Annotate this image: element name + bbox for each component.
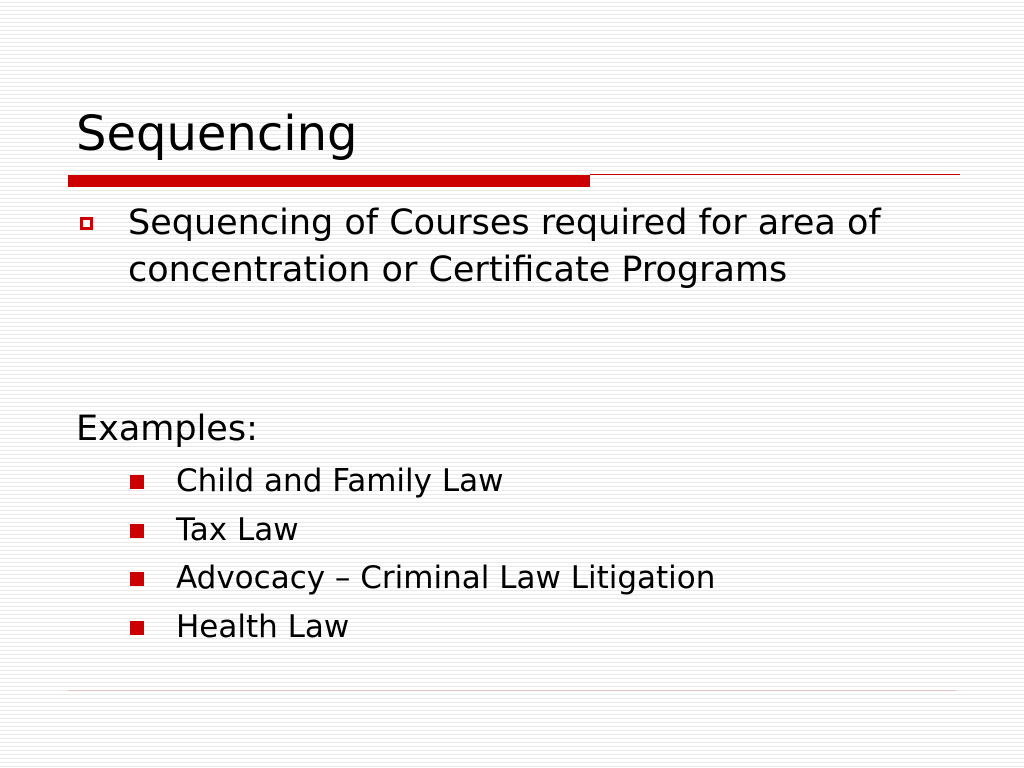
list-item-text: Tax Law: [176, 511, 299, 548]
list-item-text: Child and Family Law: [176, 463, 504, 499]
main-bullet-text: Sequencing of Courses required for area of concentration or Certificate Programs: [128, 203, 881, 290]
title-underline-thick: [68, 175, 590, 187]
list-item-text: Health Law: [176, 608, 350, 645]
title-underline-thin: [590, 174, 960, 175]
slide-title: Sequencing: [76, 106, 358, 162]
filled-square-icon: [130, 524, 144, 538]
filled-square-icon: [130, 475, 144, 489]
examples-label: Examples:: [76, 409, 258, 449]
footer-divider: [68, 690, 956, 691]
filled-square-icon: [130, 621, 144, 635]
hollow-square-icon: [80, 217, 93, 230]
filled-square-icon: [130, 572, 144, 586]
list-item-text: Advocacy – Criminal Law Litigation: [176, 560, 716, 596]
